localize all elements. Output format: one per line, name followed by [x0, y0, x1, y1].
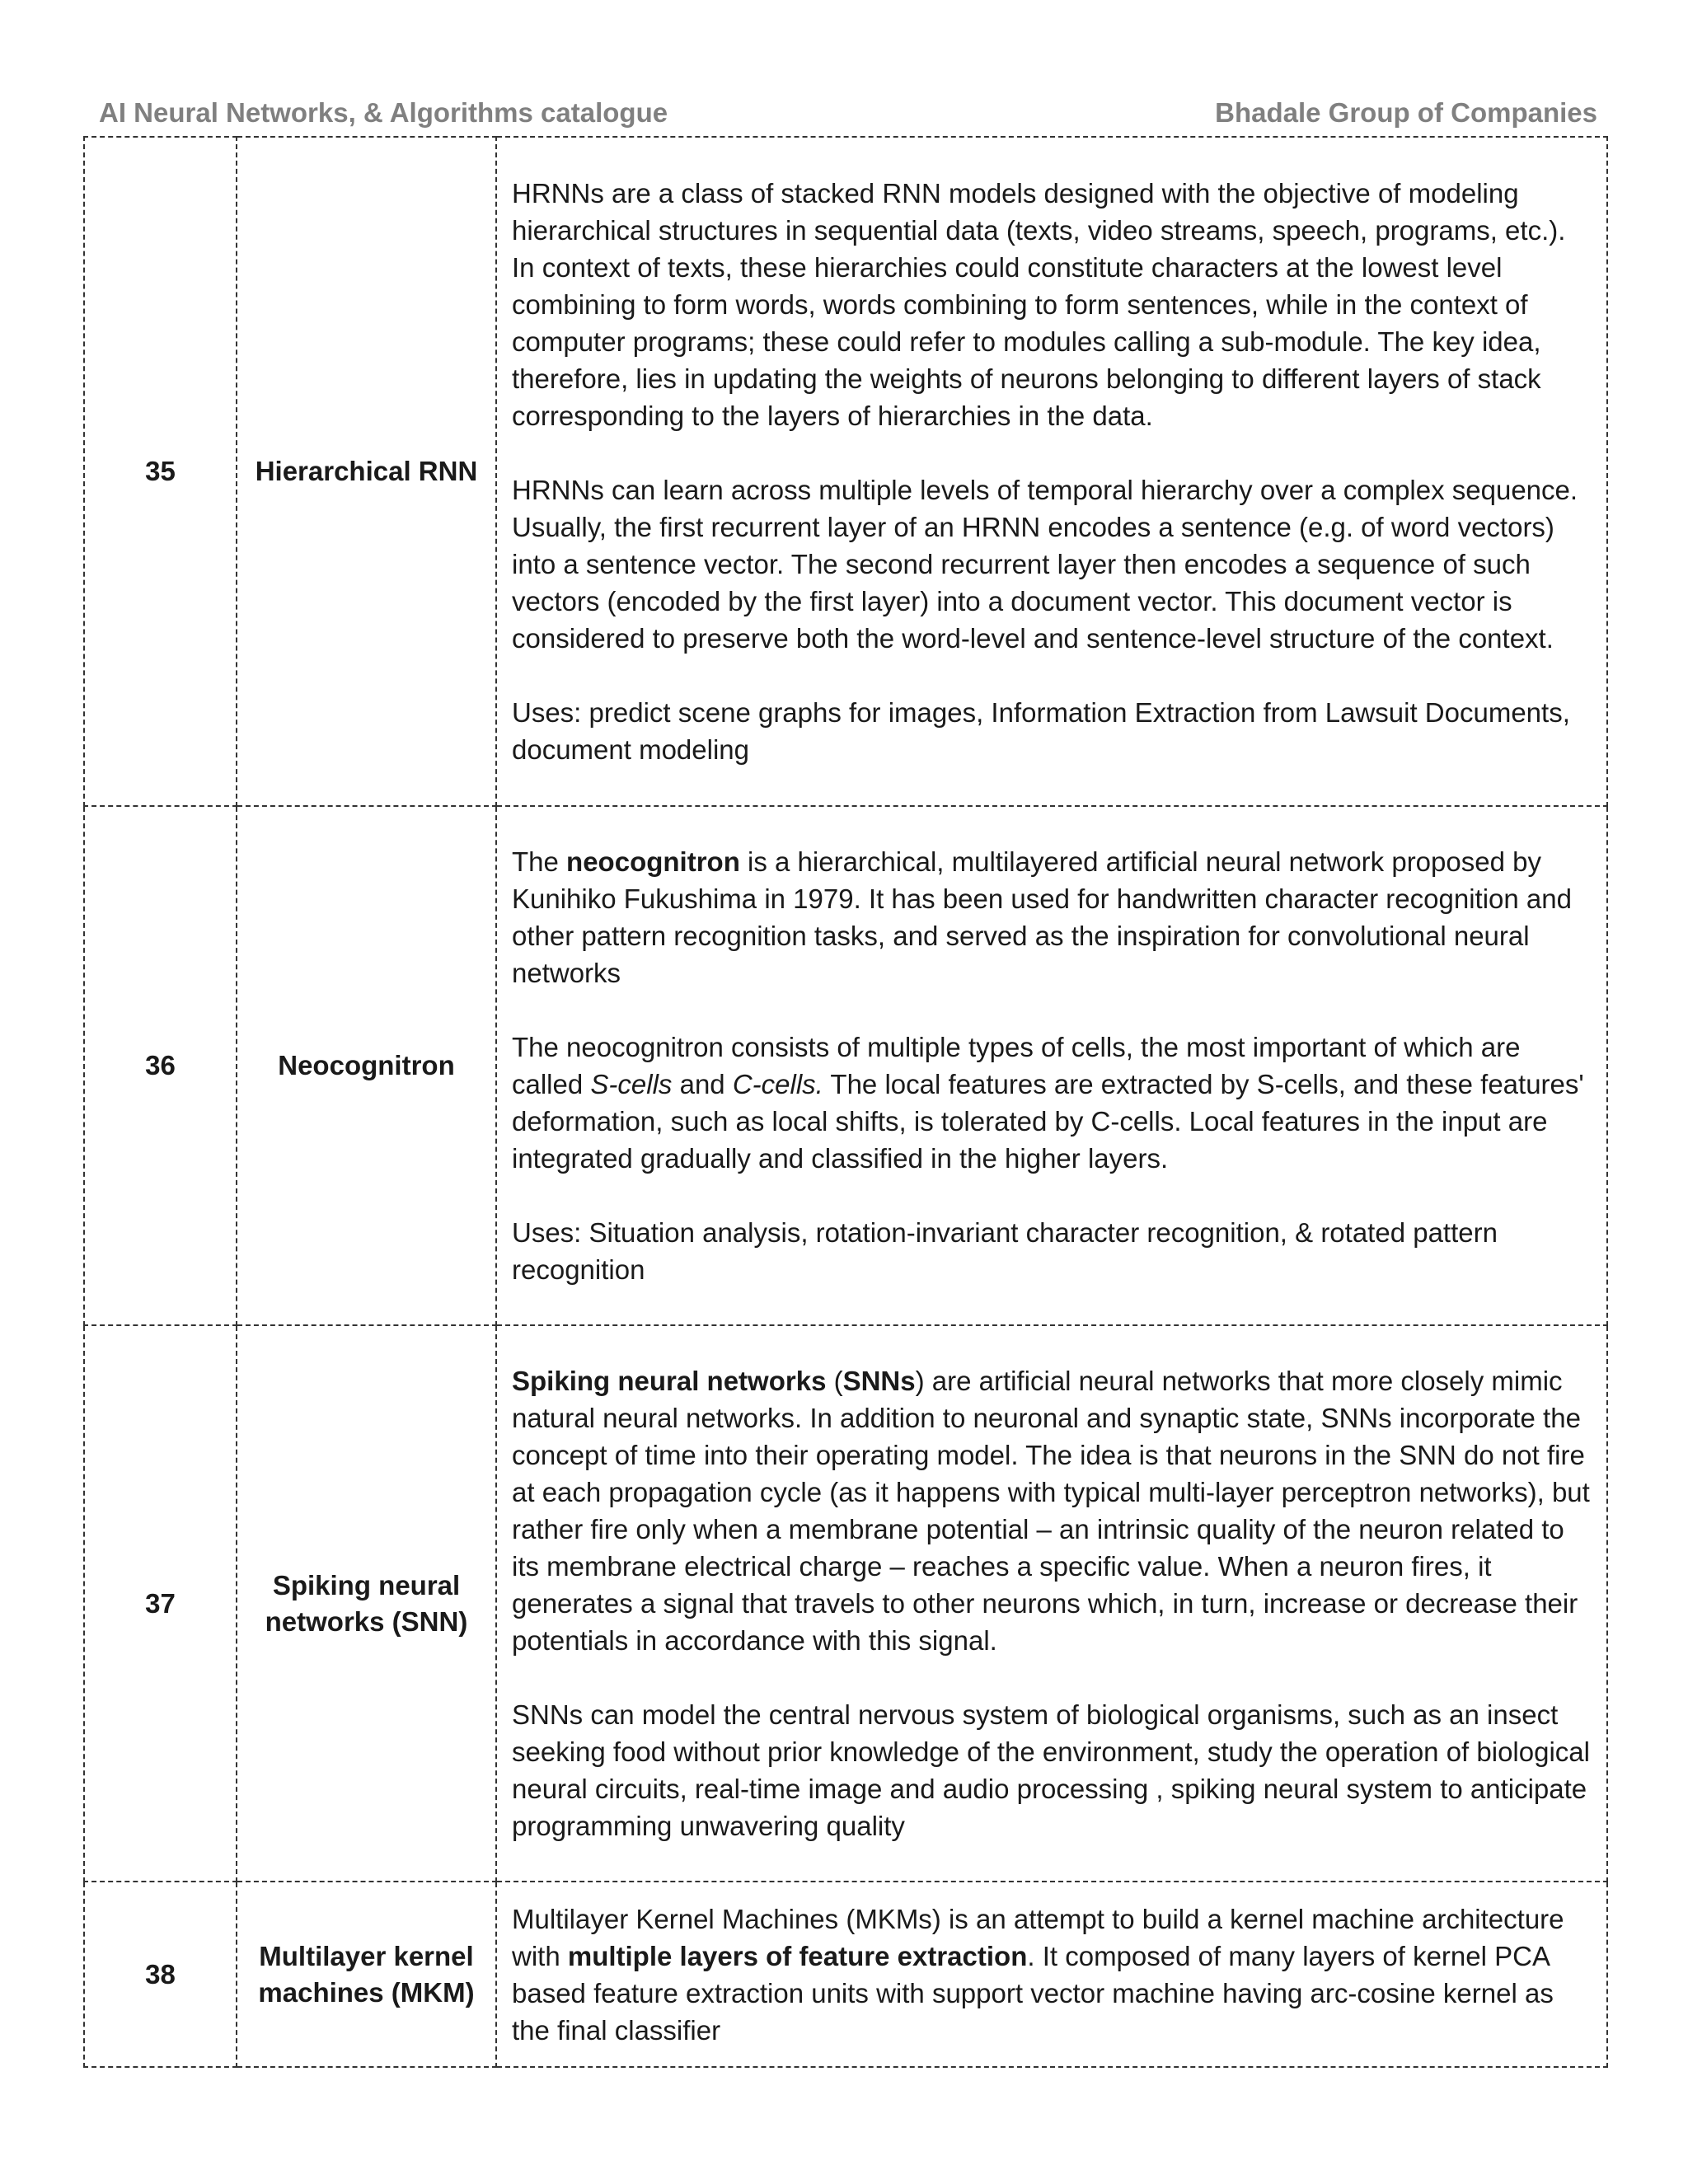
row-number: 36	[84, 806, 237, 1325]
text-span: ) are artificial neural networks that more closely mimic natural neural networks. In addition to neuronal and synaptic state, SNNs incorporate the concept of time into their operating model. The idea is that neurons in the SNN do not fire at each propagation cycle (as it happens with typical multi-layer perceptron networks), but rather fire only when a membrane potential – an intrinsic quality of the neuron related to its membrane electrical charge – reaches a specific value. When a neuron fires, it generates a signal that travels to other neurons which, in turn, increase or decrease their potentials in accordance with this signal.	[512, 1366, 1590, 1656]
network-description	[496, 1882, 1607, 2067]
network-description	[496, 806, 1607, 1325]
uses-paragraph: Uses: predict scene graphs for images, Information Extraction from Lawsuit Documents, document modeling	[512, 697, 1570, 765]
description-paragraph	[512, 1029, 1593, 1177]
text-span: and	[672, 1069, 733, 1099]
italic-term: S-cells	[590, 1069, 673, 1099]
description-paragraph	[512, 843, 1593, 991]
table-row	[84, 1325, 1607, 1882]
table-row	[84, 806, 1607, 1325]
header-title: AI Neural Networks, & Algorithms catalogue	[99, 97, 668, 128]
page-header	[99, 97, 1597, 129]
text-span: The local features are extracted by S-cells, and these features' deformation, such as local shifts, is tolerated by C-cells. Local features in the input are integrated gradually and classified in the higher layers.	[512, 1069, 1584, 1174]
table-row	[84, 137, 1607, 806]
network-description	[496, 1325, 1607, 1882]
description-paragraph	[512, 1362, 1593, 1659]
network-name: Spiking neural networks (SNN)	[237, 1325, 496, 1882]
description-paragraph: HRNNs can learn across multiple levels of temporal hierarchy over a complex sequence. Usually, the first recurrent layer of an HRNN encodes a sentence (e.g. of word vectors) into a sentence vector. The second recurrent layer then encodes a sequence of such vectors (encoded by the first layer) into a document vector. This document vector is considered to preserve both the word-level and sentence-level structure of the context.	[512, 475, 1578, 654]
bold-term: neocognitron	[566, 846, 740, 877]
italic-term: C-cells.	[732, 1069, 823, 1099]
description-paragraph: SNNs can model the central nervous system of biological organisms, such as an insect seeking food without prior knowledge of the environment, study the operation of biological neural circuits, real-time image and audio processing , spiking neural system to anticipate programming unwavering quality	[512, 1699, 1590, 1841]
text-span: Multilayer Kernel Machines (MKMs) is an attempt to build a kernel machine architecture with	[512, 1903, 1564, 1971]
network-description	[496, 137, 1607, 806]
text-span: is a hierarchical, multilayered artificial neural network proposed by Kunihiko Fukushima in 1979. It has been used for handwritten character recognition and other pattern recognition tasks, and served as the inspiration for convolutional neural networks	[512, 846, 1572, 988]
description-paragraph	[512, 1900, 1593, 2049]
row-number: 38	[84, 1882, 237, 2067]
catalogue-table	[83, 136, 1608, 2068]
header-company: Bhadale Group of Companies	[1215, 97, 1597, 128]
description-paragraph: HRNNs are a class of stacked RNN models designed with the objective of modeling hierarchical structures in sequential data (texts, video streams, speech, programs, etc.). In context of texts, these hierarchies could constitute characters at the lowest level combining to form words, words combining to form sentences, while in the context of computer programs; these could refer to modules calling a sub-module. The key idea, therefore, lies in updating the weights of neurons belonging to different layers of stack corresponding to the layers of hierarchies in the data.	[512, 178, 1566, 431]
table-row	[84, 1882, 1607, 2067]
text-span: The neocognitron consists of multiple types of cells, the most important of which are called	[512, 1032, 1521, 1099]
bold-term: multiple layers of feature extraction	[567, 1940, 1028, 1971]
bold-term: Spiking neural networks	[512, 1366, 827, 1396]
uses-paragraph: Uses: Situation analysis, rotation-invariant character recognition, & rotated pattern recognition	[512, 1217, 1498, 1285]
row-number: 37	[84, 1325, 237, 1882]
network-name: Hierarchical RNN	[237, 137, 496, 806]
network-name: Neocognitron	[237, 806, 496, 1325]
row-number: 35	[84, 137, 237, 806]
text-span: The	[512, 846, 567, 877]
network-name: Multilayer kernel machines (MKM)	[237, 1882, 496, 2067]
text-span: . It composed of many layers of kernel PCA based feature extraction units with support vector machine having arc-cosine kernel as the final classifier	[512, 1940, 1554, 2046]
text-span: (	[826, 1366, 843, 1396]
bold-term: SNNs	[842, 1366, 916, 1396]
